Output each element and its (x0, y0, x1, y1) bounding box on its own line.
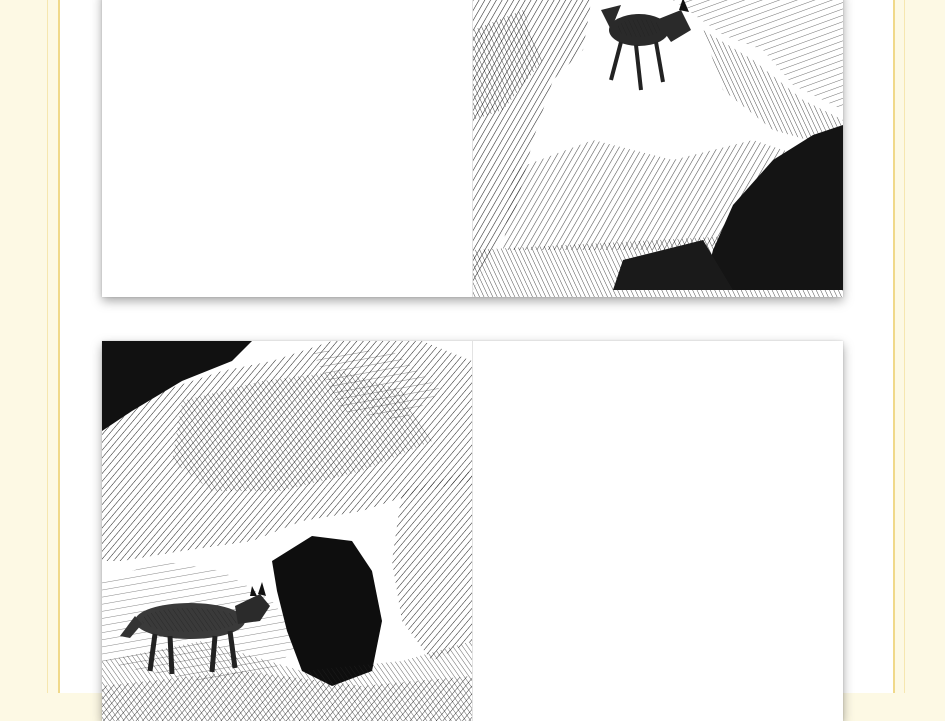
gold-border-right (893, 0, 895, 693)
outer-border-right (904, 0, 905, 693)
wolf-cave-illustration (102, 341, 472, 721)
gold-border-left (58, 0, 60, 693)
book-spread-bottom (102, 341, 843, 721)
left-illustration-page (102, 341, 472, 721)
book-spread-top (102, 0, 843, 297)
outer-border-left (47, 0, 48, 693)
right-text-page (473, 341, 843, 721)
right-illustration-page (473, 0, 843, 297)
left-text-page (102, 0, 472, 297)
wolf-falling-mountain-illustration (473, 0, 843, 297)
